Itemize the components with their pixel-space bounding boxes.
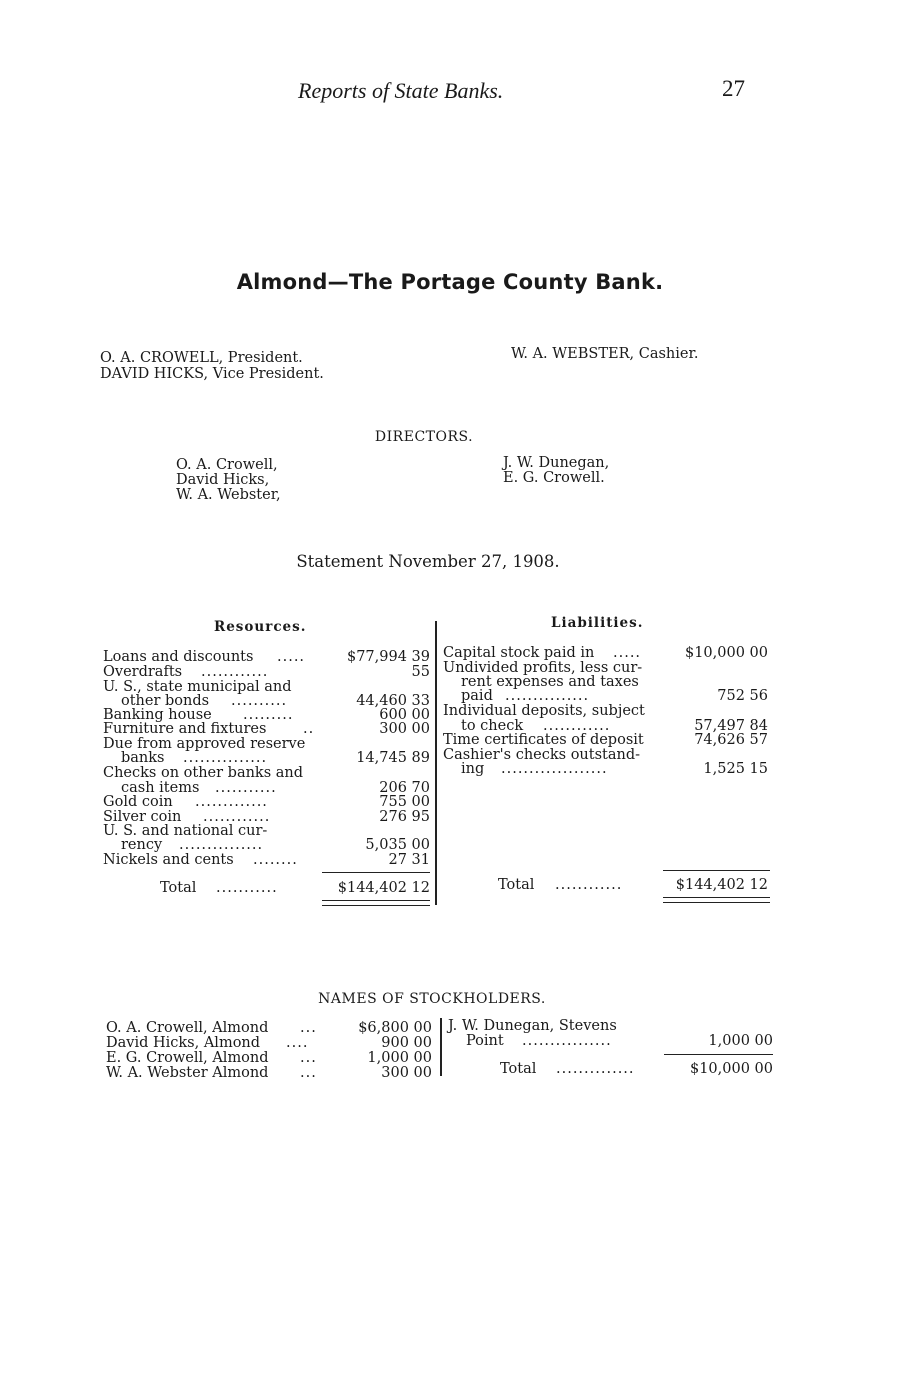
resources-row-amount: 276 95 <box>379 809 430 825</box>
stockholders-total-dots: .............. <box>556 1062 635 1077</box>
resources-row-amount: 14,745 89 <box>356 750 430 766</box>
liabilities-row-label: Individual deposits, subject <box>443 703 645 719</box>
stockholder-amount: 900 00 <box>381 1035 432 1051</box>
liabilities-row <box>443 646 768 661</box>
running-header-title: Reports of State Banks. <box>298 78 504 103</box>
resources-row-dots: ..... <box>277 650 306 665</box>
stockholder-name: David Hicks, Almond <box>106 1035 261 1051</box>
liabilities-row-amount: 752 56 <box>717 688 768 704</box>
resources-row-dots: ............. <box>195 795 268 810</box>
stockholder-dots: ... <box>300 1021 317 1036</box>
liabilities-row-label: Capital stock paid in <box>443 645 595 661</box>
liabilities-subtotal-rule <box>663 870 770 871</box>
resources-row-label: rency <box>121 837 163 853</box>
director-left-3: W. A. Webster, <box>176 487 281 503</box>
resources-row-dots: ........ <box>253 853 298 868</box>
resources-row-label: other bonds <box>121 693 210 709</box>
stockholder-amount: 1,000 00 <box>708 1033 773 1049</box>
liabilities-row-label: ing <box>461 761 485 777</box>
resources-row-dots: ........... <box>215 781 277 796</box>
stockholders-divider <box>440 1018 442 1076</box>
stockholders-total-label: Total <box>500 1061 537 1077</box>
liabilities-row-label: rent expenses and taxes <box>461 674 639 690</box>
resources-row-label: cash items <box>121 780 200 796</box>
resources-row-label: Silver coin <box>103 809 182 825</box>
liabilities-total-amount: $144,402 12 <box>675 877 768 893</box>
liabilities-row-amount: 1,525 15 <box>703 761 768 777</box>
stockholders-subtotal-rule <box>664 1054 773 1055</box>
stockholder-row <box>106 1036 432 1051</box>
resources-row-label: Gold coin <box>103 794 173 810</box>
stockholder-row <box>106 1066 432 1081</box>
director-left-2: David Hicks, <box>176 472 270 488</box>
stockholder-amount: 300 00 <box>381 1065 432 1081</box>
resources-subtotal-rule <box>322 872 430 873</box>
liabilities-row-dots: ............... <box>505 689 590 704</box>
resources-row-dots: ............... <box>179 838 264 853</box>
liabilities-row <box>443 704 768 719</box>
liabilities-row-amount: 74,626 57 <box>694 732 768 748</box>
officer-vice-president: DAVID HICKS, Vice President. <box>100 366 324 382</box>
director-right-1: J. W. Dunegan, <box>503 455 610 471</box>
liabilities-row <box>443 762 768 777</box>
resources-row-dots: .......... <box>231 694 288 709</box>
resources-total-amount: $144,402 12 <box>337 880 430 896</box>
stockholder-dots: ... <box>300 1066 317 1081</box>
resources-row <box>103 838 430 853</box>
officer-president: O. A. CROWELL, President. <box>100 350 303 366</box>
resources-row-label: Banking house <box>103 707 212 723</box>
resources-row <box>103 795 430 810</box>
statement-heading: Statement November 27, 1908. <box>296 552 560 571</box>
resources-row-label: U. S. and national cur- <box>103 823 268 839</box>
resources-row-amount: 55 <box>411 664 430 680</box>
resources-row <box>103 853 430 868</box>
stockholder-name: W. A. Webster Almond <box>106 1065 269 1081</box>
stockholder-amount: 1,000 00 <box>367 1050 432 1066</box>
director-right-2: E. G. Crowell. <box>503 470 605 486</box>
resources-heading: Resources. <box>214 619 307 635</box>
director-left-1: O. A. Crowell, <box>176 457 278 473</box>
resources-row-label: Overdrafts <box>103 664 183 680</box>
liabilities-row-label: to check <box>461 718 524 734</box>
liabilities-total-row <box>443 878 768 893</box>
stockholder-name: J. W. Dunegan, Stevens <box>448 1018 617 1034</box>
resources-row-amount: 300 00 <box>379 721 430 737</box>
directors-heading: DIRECTORS. <box>374 429 474 445</box>
stockholder-row <box>448 1019 773 1034</box>
liabilities-row-dots: ................... <box>501 762 608 777</box>
liabilities-row-amount: $10,000 00 <box>684 645 768 661</box>
liabilities-total-dots: ............ <box>555 878 623 893</box>
liabilities-row <box>443 689 768 704</box>
liabilities-row-dots: ..... <box>613 646 642 661</box>
resources-row-label: Furniture and fixtures <box>103 721 267 737</box>
resources-total-double-rule <box>322 900 430 906</box>
resources-row-amount: 5,035 00 <box>365 837 430 853</box>
resources-row-label: Checks on other banks and <box>103 765 304 781</box>
stockholder-row <box>106 1051 432 1066</box>
resources-row <box>103 751 430 766</box>
officer-cashier: W. A. WEBSTER, Cashier. <box>511 346 699 362</box>
resources-row-dots: ......... <box>243 708 294 723</box>
resources-row-label: Due from approved reserve <box>103 736 306 752</box>
resources-row-label: Nickels and cents <box>103 852 234 868</box>
liabilities-row-label: Undivided profits, less cur- <box>443 660 643 676</box>
stockholder-row <box>106 1021 432 1036</box>
resources-row-amount: 27 31 <box>388 852 430 868</box>
stockholder-name: E. G. Crowell, Almond <box>106 1050 269 1066</box>
stockholder-dots: ... <box>300 1051 317 1066</box>
liabilities-row-dots: ............ <box>543 719 611 734</box>
liabilities-row-label: Time certificates of deposit <box>443 732 644 748</box>
resources-row-amount: 206 70 <box>379 780 430 796</box>
resources-row-dots: .. <box>303 722 315 737</box>
stockholders-total-amount: $10,000 00 <box>689 1061 773 1077</box>
liabilities-row-label: paid <box>461 688 493 704</box>
liabilities-total-label: Total <box>498 877 535 893</box>
resources-row <box>103 722 430 737</box>
resources-row <box>103 766 430 781</box>
resources-row-amount: 600 00 <box>379 707 430 723</box>
liabilities-row-label: Cashier's checks outstand- <box>443 747 641 763</box>
resources-row-dots: ............ <box>201 665 269 680</box>
bank-title: Almond—The Portage County Bank. <box>236 270 664 294</box>
stockholder-amount: $6,800 00 <box>358 1020 432 1036</box>
liabilities-heading: Liabilities. <box>551 615 644 631</box>
resources-total-label: Total <box>160 880 197 896</box>
resources-row <box>103 665 430 680</box>
resources-row-label: banks <box>121 750 165 766</box>
stockholder-dots: ................ <box>522 1034 612 1049</box>
stockholder-name: Point <box>466 1033 504 1049</box>
resources-row-dots: ............... <box>183 751 268 766</box>
resources-total-dots: ........... <box>216 881 278 896</box>
page-number: 27 <box>722 76 745 101</box>
resources-total-row <box>103 881 430 896</box>
resources-row-label: Loans and discounts <box>103 649 254 665</box>
resources-row-amount: 44,460 33 <box>356 693 430 709</box>
column-divider <box>435 621 437 905</box>
stockholder-name: O. A. Crowell, Almond <box>106 1020 269 1036</box>
stockholder-dots: .... <box>286 1036 309 1051</box>
resources-row-dots: ............ <box>203 810 271 825</box>
liabilities-total-double-rule <box>663 897 770 903</box>
resources-row <box>103 650 430 665</box>
resources-row-amount: 755 00 <box>379 794 430 810</box>
stockholders-heading: NAMES OF STOCKHOLDERS. <box>318 991 546 1007</box>
liabilities-row <box>443 733 768 748</box>
stockholder-row <box>448 1034 773 1049</box>
liabilities-row-amount: 57,497 84 <box>694 718 768 734</box>
stockholders-total-row <box>448 1062 773 1077</box>
resources-row-amount: $77,994 39 <box>346 649 430 665</box>
resources-row-label: U. S., state municipal and <box>103 679 292 695</box>
